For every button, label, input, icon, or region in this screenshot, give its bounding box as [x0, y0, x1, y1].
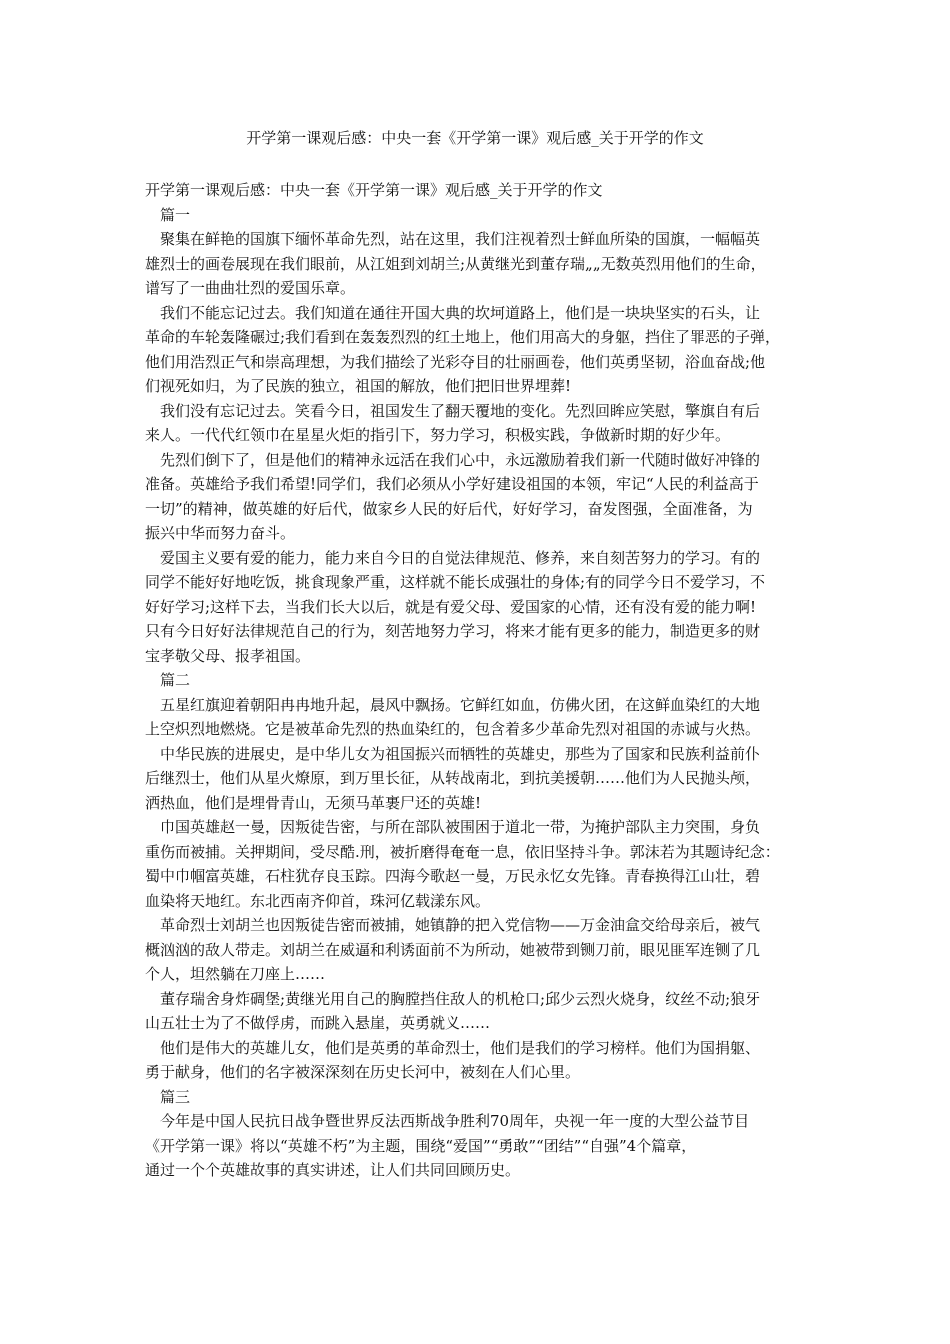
text-line: 概汹汹的敌人带走。刘胡兰在威逼和利诱面前不为所动，她被带到铡刀前，眼见匪军连铡了几 [145, 940, 761, 959]
text-line: 通过一个个英雄故事的真实讲述，让人们共同回顾历史。 [145, 1161, 521, 1179]
text-line: 篇一 [160, 205, 191, 224]
document-body [145, 178, 810, 1183]
text-line: 他们是伟大的英雄儿女，他们是英勇的革命烈士，他们是我们的学习榜样。他们为国捐躯、 [160, 1038, 761, 1057]
text-line: 《开学第一课》将以“英雄不朽”为主题，围绕“爱国”“勇敢”“团结”“自强”4个篇章， [145, 1136, 697, 1155]
text-line: 血染将天地红。东北西南齐仰首，珠河亿载漾东风。 [145, 891, 491, 910]
text-line: 振兴中华而努力奋斗。 [145, 524, 296, 542]
text-line: 同学不能好好地吃饭，挑食现象严重，这样就不能长成强壮的身体;有的同学今日不爱学习，不 [145, 573, 766, 591]
text-line: 篇三 [160, 1087, 191, 1106]
text-line: 革命的车轮轰隆碾过;我们看到在轰轰烈烈的红土地上，他们用高大的身躯，挡住了罪恶的子弹， [145, 328, 781, 346]
text-line: 五星红旗迎着朝阳冉冉地升起，晨风中飘扬。它鲜红如血，仿佛火团，在这鲜血染红的大地 [160, 695, 761, 714]
text-line: 先烈们倒下了，但是他们的精神永远活在我们心中，永远激励着我们新一代随时做好冲锋的 [160, 450, 761, 469]
text-line: 好好学习;这样下去，当我们长大以后，就是有爱父母、爱国家的心情，还有没有爱的能力啊! [145, 597, 757, 616]
text-line: 他们用浩烈正气和崇高理想，为我们描绘了光彩夺目的壮丽画卷，他们英勇坚韧，浴血奋战;他 [145, 352, 766, 371]
text-line: 准备。英雄给予我们希望!同学们，我们必须从小学好建设祖国的本领，牢记“人民的利益高于 [145, 475, 759, 493]
text-line: 洒热血，他们是埋骨青山，无须马革裹尸还的英雄! [145, 793, 482, 812]
text-line: 来人。一代代红领巾在星星火炬的指引下，努力学习，积极实践，争做新时期的好少年。 [145, 426, 731, 444]
text-line: 聚集在鲜艳的国旗下缅怀革命先烈，站在这里，我们注视着烈士鲜血所染的国旗，一幅幅英 [160, 230, 761, 248]
text-line: 雄烈士的画卷展现在我们眼前，从江姐到刘胡兰;从黄继光到董存瑞„„无数英烈用他们的生命， [145, 254, 766, 273]
text-line: 蜀中巾帼富英雄，石柱犹存良玉踪。四海今歌赵一曼，万民永忆女先锋。青春换得江山壮，碧 [145, 867, 761, 885]
text-line: 爱国主义要有爱的能力，能力来自今日的自觉法律规范、修养，来自刻苦努力的学习。有的 [160, 548, 761, 567]
text-line: 革命烈士刘胡兰也因叛徒告密而被捕，她镇静的把入党信物——万金油盒交给母亲后，被气 [160, 916, 761, 934]
text-line: 一切”的精神，做英雄的好后代，做家乡人民的好后代，好好学习，奋发图强，全面准备，为 [145, 499, 753, 518]
text-line: 山五壮士为了不做俘虏，而跳入悬崖，英勇就义…… [145, 1014, 491, 1032]
text-line: 后继烈士，他们从星火燎原，到万里长征，从转战南北，到抗美援朝……他们为人民抛头颅， [145, 769, 761, 787]
text-line: 勇于献身，他们的名字被深深刻在历史长河中，被刻在人们心里。 [145, 1063, 581, 1081]
text-line: 重伤而被捕。关押期间，受尽酷.刑，被折磨得奄奄一息，依旧坚持斗争。郭沫若为其题诗纪念： [145, 842, 780, 861]
text-line: 中华民族的进展史，是中华儿女为祖国振兴而牺牲的英雄史，那些为了国家和民族利益前仆 [160, 744, 761, 763]
text-line: 董存瑞舍身炸碉堡;黄继光用自己的胸膛挡住敌人的机枪口;邱少云烈火烧身，纹丝不动;狼牙 [160, 989, 761, 1008]
text-line: 今年是中国人民抗日战争暨世界反法西斯战争胜利70周年，央视一年一度的大型公益节目 [160, 1112, 750, 1130]
text-line: 我们不能忘记过去。我们知道在通往开国大典的坎坷道路上，他们是一块块坚实的石头，让 [160, 303, 761, 322]
text-line: 宝孝敬父母、报孝祖国。 [145, 646, 311, 665]
text-line: 上空炽烈地燃烧。它是被革命先烈的热血染红的，包含着多少革命先烈对祖国的赤诚与火热。 [145, 720, 761, 738]
text-line: 谱写了一曲曲壮烈的爱国乐章。 [145, 279, 356, 297]
text-line: 个人，坦然躺在刀座上…… [145, 965, 326, 983]
text-line: 只有今日好好法律规范自己的行为，刻苦地努力学习，将来才能有更多的能力，制造更多的财 [145, 622, 761, 640]
text-line: 巾国英雄赵一曼，因叛徒告密，与所在部队被围困于道北一带，为掩护部队主力突围，身负 [160, 818, 761, 836]
text-line: 我们没有忘记过去。笑看今日，祖国发生了翻天覆地的变化。先烈回眸应笑慰，擎旗自有后 [160, 401, 761, 420]
text-line: 们视死如归，为了民族的独立，祖国的解放，他们把旧世界埋葬! [145, 377, 572, 395]
document-title: 开学第一课观后感：中央一套《开学第一课》观后感_关于开学的作文 [246, 129, 704, 147]
text-line: 开学第一课观后感：中央一套《开学第一课》观后感_关于开学的作文 [145, 181, 603, 199]
text-line: 篇二 [160, 671, 191, 689]
